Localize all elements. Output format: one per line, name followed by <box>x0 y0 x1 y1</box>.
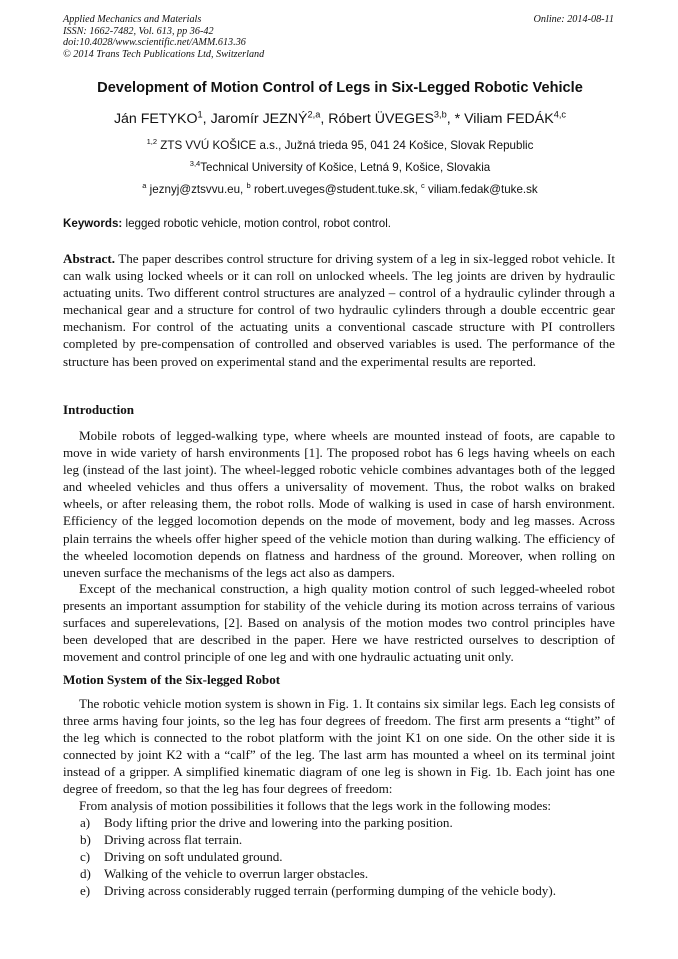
author-separator: , <box>320 111 329 127</box>
abstract-text: The paper describes control structure for driving system of a leg in six-legged robot vehicle. It can walk using locked wheels or it can roll on unlocked wheels. The leg joints are driven by hydraulic actuating units. Two different control structures are analyzed – control of a hydraulic cylinder through a mechanical gear and a structure for control of two hydraulic cylinders through a double eccentric gear mechanism. For control of the actuating units a conventional cascade structure with PI controllers completed by pre-compensation of controlled and observed variables is used. The performance of the structure has been proved on experimental stand and the experimental results are reported. <box>63 251 615 369</box>
affiliation-2 <box>40 161 640 174</box>
email-mark: a <box>142 181 147 191</box>
author-affiliation-mark: 4,c <box>553 109 567 120</box>
section-heading-motion-system: Motion System of the Six-legged Robot <box>63 672 281 687</box>
list-item-text: Driving across flat terrain. <box>104 832 243 848</box>
list-marker: e) <box>80 883 91 899</box>
keywords-label: Keywords: <box>63 217 123 230</box>
abstract <box>63 250 615 370</box>
journal-copyright: © 2014 Trans Tech Publications Ltd, Switzerland <box>63 48 265 60</box>
author-list <box>40 111 640 127</box>
online-date: Online: 2014-08-11 <box>533 14 614 25</box>
author-affiliation-mark: 3,b <box>433 109 447 120</box>
affiliation-text: Technical University of Košice, Letná 9, Košice, Slovakia <box>200 161 491 174</box>
list-item-text: Body lifting prior the drive and lowering into the parking position. <box>104 815 453 830</box>
affiliation-text: ZTS VVÚ KOŠICE a.s., Južná trieda 95, 041 24 Košice, Slovak Republic <box>157 139 534 152</box>
list-item <box>80 882 620 899</box>
journal-name: Applied Mechanics and Materials <box>63 14 202 25</box>
email-address[interactable]: jeznyj@ztsvvu.eu, <box>146 183 247 196</box>
paper-title: Development of Motion Control of Legs in Six-Legged Robotic Vehicle <box>97 80 583 96</box>
list-item <box>80 848 620 865</box>
journal-doi: doi:10.4028/www.scientific.net/AMM.613.36 <box>63 37 246 48</box>
list-item-text: Walking of the vehicle to overrun larger obstacles. <box>104 866 369 882</box>
list-item-text: Driving across considerably rugged terrain (performing dumping of the vehicle body). <box>104 883 556 899</box>
keywords-text: legged robotic vehicle, motion control, robot control. <box>122 217 392 230</box>
email-mark: c <box>421 181 425 191</box>
author-affiliation-mark: 1 <box>197 109 203 120</box>
author-name: Róbert ÜVEGES <box>328 111 434 127</box>
motion-system-paragraph-1: The robotic vehicle motion system is shown in Fig. 1. It contains six similar legs. Each leg consists of three arms having four joints, so the leg has four degrees of freedom. The first arm presents a “tight” of the leg which is connected to the robot platform with the joint K1 on one side. On the other side it is connected by joint K2 with a “calf” of the leg. The last arm has mounted a wheel on its terminal joint instead of a gripper. A simplified kinematic diagram of one leg is shown in Fig. 1b. Each joint has one degree of freedom, so that the leg has four degrees of freedom: <box>63 696 615 797</box>
introduction-paragraph-1: Mobile robots of legged-walking type, where wheels are mounted instead of foots, are capable to move in wide variety of harsh environments [1]. The proposed robot has 6 legs having wheels on each leg (instead of the last joint). The wheel-legged robotic vehicle combines advantages both of the legged and wheeled vehicles and thus offers a universality of movement. Thus, the robot walks on braked wheels, or after releasing them, the robot rolls. Mode of walking is used in case of harsh environment. Efficiency of the legged locomotion depends on the mode of movement, body and leg masses. Across plain terrains the wheels offer higher speed of the vehicle motion than during walking. The efficiency of the wheeled locomotion depends on flatness and hardness of the ground. Moreover, when rolling on uneven surface the mechanisms of the legs act also as dampers. <box>63 428 615 580</box>
email-address[interactable]: robert.uveges@student.tuke.sk, <box>250 183 422 196</box>
list-marker: a) <box>80 815 91 830</box>
journal-header <box>63 14 623 60</box>
author-name: Ján FETYKO <box>113 111 198 127</box>
list-item-text: Driving on soft undulated ground. <box>104 849 283 865</box>
author-name: * Viliam FEDÁK <box>454 111 554 127</box>
list-marker: c) <box>80 849 91 865</box>
author-name: Jaromír JEZNÝ <box>210 111 308 127</box>
email-address[interactable]: viliam.fedak@tuke.sk <box>424 183 538 196</box>
abstract-label: Abstract. <box>63 251 115 266</box>
author-affiliation-mark: 2,a <box>307 109 321 120</box>
motion-system-paragraph-2: From analysis of motion possibilities it follows that the legs work in the following modes: <box>79 798 552 813</box>
list-item <box>80 865 620 882</box>
keywords <box>63 217 623 230</box>
affiliation-1 <box>40 139 640 152</box>
list-item <box>80 814 620 831</box>
section-heading-introduction: Introduction <box>63 402 135 417</box>
email-mark: b <box>246 181 251 191</box>
list-marker: b) <box>80 832 91 848</box>
author-emails <box>40 183 640 196</box>
author-separator: , <box>446 111 455 127</box>
journal-issn: ISSN: 1662-7482, Vol. 613, pp 36-42 <box>63 25 214 37</box>
affiliation-mark: 1,2 <box>146 137 158 147</box>
affiliation-mark: 3,4 <box>189 159 201 169</box>
motion-modes-list <box>80 814 620 899</box>
list-marker: d) <box>80 866 91 882</box>
introduction-paragraph-2: Except of the mechanical construction, a high quality motion control of such legged-wheeled robot presents an important assumption for stability of the vehicle during its motion across terrains of various surfaces and superelevations, [2]. Based on analysis of the motion modes two control principles have been developed that are described in the paper. Here we have restricted ourselves to description of movement and control principle of one leg and with one hydraulic actuating unit only. <box>63 581 615 665</box>
author-separator: , <box>202 111 211 127</box>
list-item <box>80 831 620 848</box>
